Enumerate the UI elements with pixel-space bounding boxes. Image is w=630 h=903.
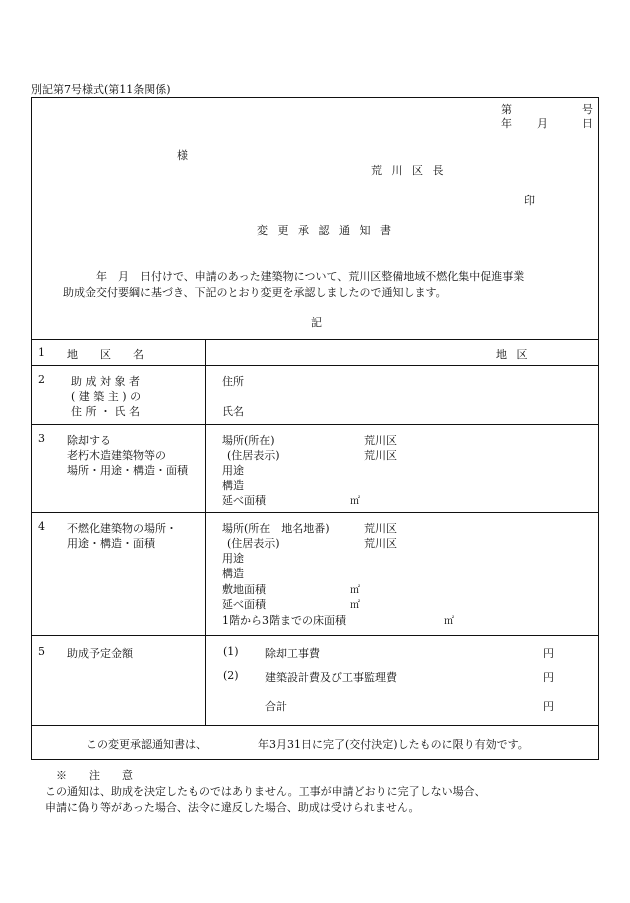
row1-value: 地 区 xyxy=(496,348,531,361)
row-rule-3 xyxy=(31,512,599,513)
row2-name-label: 氏名 xyxy=(222,405,244,418)
row3-use-label: 用途 xyxy=(222,464,244,477)
row3-label-2: 老朽木造建築物等の xyxy=(67,449,166,462)
row3-structure-label: 構造 xyxy=(222,479,244,492)
row2-num: 2 xyxy=(38,373,45,386)
number-suffix: 号 xyxy=(582,103,593,116)
row4-site-area-label: 敷地面積 xyxy=(222,583,266,596)
row4-structure-label: 構造 xyxy=(222,567,244,580)
row3-residence-value: 荒川区 xyxy=(364,449,397,462)
row5-item2-unit: 円 xyxy=(543,671,554,684)
row5-num: 5 xyxy=(38,645,45,658)
row2-address-label: 住所 xyxy=(222,375,244,388)
row3-floor-area-unit: ㎡ xyxy=(350,496,360,507)
row4-place-value: 荒川区 xyxy=(364,522,397,535)
row5-total-unit: 円 xyxy=(543,700,554,713)
row5-item1-num: (1) xyxy=(223,645,239,658)
document-title: 変 更 承 認 通 知 書 xyxy=(257,224,394,237)
row4-floors13-label: 1階から3階までの床面積 xyxy=(222,614,346,627)
ki-heading: 記 xyxy=(311,316,322,329)
seal-mark: 印 xyxy=(524,194,535,207)
row-rule-5 xyxy=(31,725,599,726)
row2-label-2: ( 建 築 主 ) の xyxy=(71,390,142,403)
date-month: 月 xyxy=(537,117,548,130)
form-code: 別記第7号様式(第11条関係) xyxy=(31,83,171,96)
row1-label: 地 区 名 xyxy=(67,348,144,361)
row1-num: 1 xyxy=(38,346,45,359)
row3-place-value: 荒川区 xyxy=(364,434,397,447)
row4-use-label: 用途 xyxy=(222,552,244,565)
row3-residence-label: (住居表示) xyxy=(227,449,280,462)
row5-label: 助成予定金額 xyxy=(67,647,133,660)
row-rule-4 xyxy=(31,635,599,636)
row3-label-3: 場所・用途・構造・面積 xyxy=(67,464,188,477)
validity-prefix: この変更承認通知書は、 xyxy=(86,738,207,751)
row3-floor-area-label: 延べ面積 xyxy=(222,494,266,507)
row4-label-1: 不燃化建築物の場所・ xyxy=(67,522,177,535)
row3-place-label: 場所(所在) xyxy=(222,434,275,447)
row5-item2-label: 建築設計費及び工事監理費 xyxy=(265,671,397,684)
table-top-rule xyxy=(31,339,599,340)
row4-floor-area-unit: ㎡ xyxy=(350,600,360,611)
row5-item1-label: 除却工事費 xyxy=(265,647,320,660)
date-year: 年 xyxy=(501,117,512,130)
notes-line-2: 申請に偽り等があった場合、法令に違反した場合、助成は受けられません。 xyxy=(45,801,420,814)
row4-num: 4 xyxy=(38,520,45,533)
row5-item1-unit: 円 xyxy=(543,647,554,660)
row4-floors13-unit: ㎡ xyxy=(444,616,454,627)
row4-place-label: 場所(所在 地名地番) xyxy=(222,522,330,535)
validity-suffix: 年3月31日に完了(交付決定)したものに限り有効です。 xyxy=(258,738,529,751)
issuer: 荒 川 区 長 xyxy=(371,164,447,177)
row5-total-label: 合計 xyxy=(265,700,287,713)
row4-floor-area-label: 延べ面積 xyxy=(222,598,266,611)
row4-label-2: 用途・構造・面積 xyxy=(67,537,155,550)
notes-line-1: この通知は、助成を決定したものではありません。工事が申請どおりに完了しない場合、 xyxy=(45,785,486,798)
addressee-suffix: 様 xyxy=(177,149,188,162)
row4-residence-value: 荒川区 xyxy=(364,537,397,550)
row3-num: 3 xyxy=(38,432,45,445)
row5-item2-num: (2) xyxy=(223,669,239,682)
number-prefix: 第 xyxy=(501,103,512,116)
intro-line-1: 年 月 日付けで、申請のあった建築物について、荒川区整備地域不燃化集中促進事業 xyxy=(96,270,525,283)
row4-site-area-unit: ㎡ xyxy=(350,585,360,596)
row-rule-1 xyxy=(31,365,599,366)
row2-label-1: 助 成 対 象 者 xyxy=(71,375,140,388)
date-day: 日 xyxy=(582,117,593,130)
intro-line-2: 助成金交付要綱に基づき、下記のとおり変更を承認しましたので通知します。 xyxy=(63,286,447,299)
row-rule-2 xyxy=(31,424,599,425)
row2-label-3: 住 所 ・ 氏 名 xyxy=(71,405,140,418)
row3-label-1: 除却する xyxy=(67,434,111,447)
notes-heading: ※ 注 意 xyxy=(56,769,133,782)
row4-residence-label: (住居表示) xyxy=(227,537,280,550)
column-divider xyxy=(205,339,206,725)
